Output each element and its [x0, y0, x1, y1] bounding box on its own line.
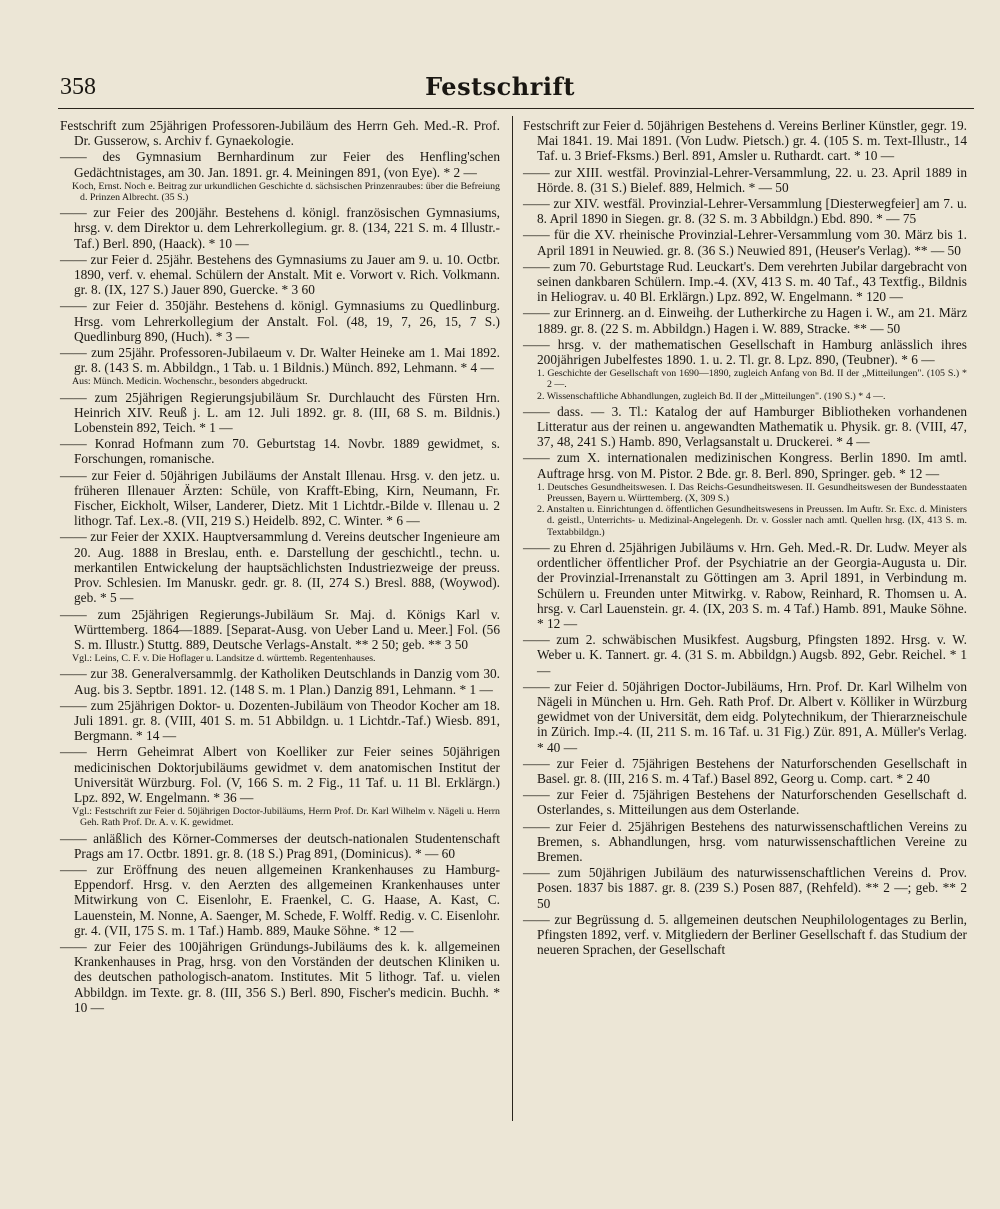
sub-volume-item: 2. Anstalten u. Einrichtungen d. öffentlichen Gesundheitswesens in Preussen. Im Auftr. Sr. Exc. d. Ministers d. geistl., Unterrichts- u. Medizinal-Angelegenh. Dr. v. Gossler nach amtl. Quellen hrsg. (IX, 413 S. m. Textabbildgn.) — [537, 504, 967, 538]
page-number: 358 — [60, 74, 96, 100]
sub-volume-item: 1. Deutsches Gesundheitswesen. I. Das Reichs-Gesundheitswesen. II. Gesundheitswesen der Bundesstaaten Preussen, Bayern u. Württemberg. (X, 309 S.) — [537, 481, 967, 505]
bibliography-entry: —— zur Feier des 100jährigen Gründungs-Jubiläums des k. k. allgemeinen Krankenhauses in Prag, hrsg. von den Vorständen der deutschen Kliniken u. des deutschen pathologisch-anatom. Institutes. Mit 5 lithogr. Taf. u. vielen Abbildgn. im Texte. gr. 8. (III, 356 S.) Berl. 890, Fischer's medicin. Buchh. * 10 — — [60, 938, 500, 1015]
bibliography-entry: —— Herrn Geheimrat Albert von Koelliker zur Feier seines 50jährigen medicinischen Doktorjubiläums gewidmet v. dem anatomischen Institut der Universität Würzburg. Fol. (V, 166 S. m. 2 Fig., 11 Taf. u. 11 Bl. Erklärgn.) Lpz. 892, W. Engelmann. * 36 — — [60, 744, 500, 805]
bibliography-entry: —— zur Feier d. 25jähr. Bestehens des Gymnasiums zu Jauer am 9. u. 10. Octbr. 1890, verf. v. ehemal. Schülern der Anstalt. Mit e. Vorwort v. Rich. Volkmann. gr. 8. (IX, 127 S.) Jauer 890, Guercke. * 3 60 — [60, 251, 500, 298]
left-column — [60, 118, 500, 1016]
bibliography-entry: —— zur Feier d. 50jährigen Jubiläums der Anstalt Illenau. Hrsg. v. den jetz. u. früheren Illenauer Ärzten: Schüle, von Krafft-Ebing, Kirn, Neumann, Fr. Fischer, Eickholt, Wilser, Landerer, Dietz. Mit 1 Lichtdr.-Bilde v. Illenau u. 2 lithogr. Taf. Lex.-8. (VII, 219 S.) Heidelb. 892, C. Winter. * 6 — — [60, 467, 500, 529]
sub-volume-list — [523, 482, 967, 538]
bibliography-note: Koch, Ernst. Noch e. Beitrag zur urkundlichen Geschichte d. sächsischen Prinzenraubes: über die Befreiung d. Prinzen Albrecht. (35 S.) — [72, 180, 500, 204]
bibliography-entry: —— zur Feier der XXIX. Hauptversammlung d. Vereins deutscher Ingenieure am 20. Aug. 1888 in Breslau, enth. e. Darstellung der geschichtl., techn. u. merkantilen Entwickelung der hauptsächlichsten Industriezweige der preuss. Prov. Schlesien. Im Manuskr. gedr. gr. 8. (II, 274 S.) Bresl. 888, (Woywod). geb. * 5 — — [60, 529, 500, 606]
bibliography-entry: —— zur 38. Generalversammlg. der Katholiken Deutschlands in Danzig vom 30. Aug. bis 3. Septbr. 1891. 12. (148 S. m. 1 Plan.) Danzig 891, Lehmann. * 1 — — [60, 666, 500, 697]
bibliography-entry: —— zur Begrüssung d. 5. allgemeinen deutschen Neuphilologentages zu Berlin, Pfingsten 1892, verf. v. Mitgliedern der Berliner Gesellschaft f. das Studium der neueren Sprachen, der Gesellschaft — [523, 911, 967, 958]
bibliography-entry: —— zur Eröffnung des neuen allgemeinen Krankenhauses zu Hamburg-Eppendorf. Hrsg. v. den Aerzten des allgemeinen Krankenhauses unter Mitwirkung von C. Eisenlohr, E. Fraenkel, C. G. Haase, A. Kast, C. Lauenstein, M. Nonne, A. Saenger, M. Schede, F. Wolff. Redig. v. C. Eisenlohr. gr. 4. (VII, 175 S. m. 1 Taf.) Hamb. 889, Mauke Söhne. * 12 — — [60, 861, 500, 938]
bibliography-entry: —— zum 50jährigen Jubiläum des naturwissenschaftlichen Vereins d. Prov. Posen. 1837 bis 1887. gr. 8. (239 S.) Posen 887, (Rehfeld). ** 2 —; geb. ** 2 50 — [523, 865, 967, 911]
bibliography-entry: —— zum 25jährigen Doktor- u. Dozenten-Jubiläum von Theodor Kocher am 18. Juli 1891. gr. 8. (VIII, 401 S. m. 51 Abbildgn. u. 1 Lichtdr.-Taf.) Wiesb. 891, Bergmann. * 14 — — [60, 697, 500, 744]
bibliography-entry: —— zum 2. schwäbischen Musikfest. Augsburg, Pfingsten 1892. Hrsg. v. W. Weber u. K. Tannert. gr. 4. (31 S. m. Abbildgn.) Augsb. 892, Gebr. Reichel. * 1 — — [523, 632, 967, 678]
bibliography-entry: —— anläßlich des Körner-Commerses der deutsch-nationalen Studentenschaft Prags am 17. Octbr. 1891. gr. 8. (18 S.) Prag 891, (Dominicus). * — 60 — [60, 830, 500, 861]
bibliography-entry: —— zur XIII. westfäl. Provinzial-Lehrer-Versammlung, 22. u. 23. April 1889 in Hörde. 8. (31 S.) Bielef. 889, Helmich. * — 50 — [523, 164, 967, 195]
bibliography-entry: —— für die XV. rheinische Provinzial-Lehrer-Versammlung vom 30. März bis 1. April 1891 in Neuwied. gr. 8. (36 S.) Neuwied 891, (Heuser's Verlag). ** — 50 — [523, 227, 967, 258]
bibliography-entry: —— zur Feier d. 75jährigen Bestehens der Naturforschenden Gesellschaft in Basel. gr. 8. (III, 216 S. m. 4 Taf.) Basel 892, Georg u. Comp. cart. * 2 40 — [523, 755, 967, 786]
sub-volume-item: 1. Geschichte der Gesellschaft von 1690—1890, zugleich Anfang von Bd. II der „Mitteilungen". (105 S.) * 2 —. — [537, 368, 967, 391]
sub-volume-item: 2. Wissenschaftliche Abhandlungen, zugleich Bd. II der „Mitteilungen". (190 S.) * 4 —. — [537, 390, 886, 402]
column-divider — [512, 116, 513, 1121]
bibliography-entry: —— zur XIV. westfäl. Provinzial-Lehrer-Versammlung [Diesterwegfeier] am 7. u. 8. April 1890 in Siegen. gr. 8. (32 S. m. 3 Abbildgn.) Ebd. 890. * — 75 — [523, 196, 967, 227]
bibliography-entry: —— dass. — 3. Tl.: Katalog der auf Hamburger Bibliotheken vorhandenen Litteratur aus der reinen u. angewandten Mathematik u. Physik. gr. 8. (VIII, 47, 37, 48, 241 S.) Hamb. 890, Verlagsanstalt u. Druckerei. * 4 — — [523, 403, 967, 450]
header-rule — [58, 108, 974, 109]
bibliography-entry: —— zur Erinnerg. an d. Einweihg. der Lutherkirche zu Hagen i. W., am 21. März 1889. gr. 8. (22 S. m. Abbildgn.) Hagen i. W. 889, Stracke. ** — 50 — [523, 305, 967, 336]
bibliography-entry: —— zur Feier des 200jähr. Bestehens d. königl. französischen Gymnasiums, hrsg. v. dem Direktor u. dem Lehrerkollegium. gr. 8. (134, 221 S. m. 4 Illustr.-Taf.) Berl. 890, (Haack). * 10 — — [60, 205, 500, 251]
bibliography-entry: —— hrsg. v. der mathematischen Gesellschaft in Hamburg anlässlich ihres 200jährigen Jubelfestes 1890. 1. u. 2. Tl. gr. 8. Lpz. 890, (Teubner). * 6 — — [523, 336, 967, 368]
sub-volume-list — [523, 368, 967, 402]
bibliography-note: Vgl.: Festschrift zur Feier d. 50jährigen Doctor-Jubiläums, Herrn Prof. Dr. Karl Wilhelm v. Nägeli u. Herrn Geh. Rath Prof. Dr. A. v. K. gewidmet. — [72, 806, 500, 829]
bibliography-entry: —— zur Feier d. 75jährigen Bestehens der Naturforschenden Gesellschaft d. Osterlandes, s. Mitteilungen aus dem Osterlande. — [523, 787, 967, 818]
bibliography-entry: —— zum X. internationalen medizinischen Kongress. Berlin 1890. Im amtl. Auftrage hrsg. von M. Pistor. 2 Bde. gr. 8. Berl. 890, Springer. geb. * 12 — — [523, 450, 967, 481]
bibliography-entry: —— zum 25jährigen Regierungs-Jubiläum Sr. Maj. d. Königs Karl v. Württemberg. 1864—1889. [Separat-Ausg. von Ueber Land u. Meer.] Fol. (56 S. m. Illustr.) Stuttg. 889, Deutsche Verlags-Anstalt. ** 2 50; geb. ** 3 50 — [60, 606, 500, 652]
bibliography-entry: —— des Gymnasium Bernhardinum zur Feier des Henfling'schen Gedächtnistages, am 30. Jan. 1891. gr. 4. Meiningen 891, (von Eye). * 2 — — [60, 149, 500, 180]
bibliography-note: Vgl.: Leins, C. F. v. Die Hoflager u. Landsitze d. württemb. Regentenhauses. — [72, 653, 376, 665]
right-column — [523, 118, 967, 958]
bibliography-entry: —— zum 25jähr. Professoren-Jubilaeum v. Dr. Walter Heineke am 1. Mai 1892. gr. 8. (143 S. m. Abbildgn., 1 Tab. u. 1 Bildnis.) Münch. 892, Lehmann. * 4 — — [60, 345, 500, 376]
bibliography-entry: Festschrift zum 25jährigen Professoren-Jubiläum des Herrn Geh. Med.-R. Prof. Dr. Gusserow, s. Archiv f. Gynaekologie. — [60, 118, 500, 149]
running-head: Festschrift — [425, 72, 575, 101]
bibliography-entry: —— zur Feier d. 25jährigen Bestehens des naturwissenschaftlichen Vereins zu Bremen, s. Abhandlungen, hrsg. vom naturwissenschaftlichen Vereine zu Bremen. — [523, 818, 967, 864]
bibliography-entry: —— zum 70. Geburtstage Rud. Leuckart's. Dem verehrten Jubilar dargebracht von seinen dankbaren Schülern. Imp.-4. (XV, 413 S. m. 40 Taf., 43 Textfig., Bildnis in Heliograv. u. 40 Bl. Erklärgn.) Lpz. 892, W. Engelmann. * 120 — — [523, 258, 967, 305]
bibliography-entry: —— zu Ehren d. 25jährigen Jubiläums v. Hrn. Geh. Med.-R. Dr. Ludw. Meyer als ordentlicher öffentlicher Prof. der Psychiatrie an der Georgia-Augusta u. Dir. der Provinzial-Irrenanstalt zu Göttingen am 3. April 1891, in Verbindung m. Schülern u. Freunden unter Mitwirkg. v. Rabow, Reinhard, R. Thomsen u. A. hrsg. v. Carl Lauenstein. gr. 4. (IX, 203 S. m. 4 Taf.) Hamb. 891, Mauke Söhne. * 12 — — [523, 539, 967, 631]
bibliography-entry: —— zur Feier d. 50jährigen Doctor-Jubiläums, Hrn. Prof. Dr. Karl Wilhelm von Nägeli in München u. Hrn. Geh. Rath Prof. Dr. Albert v. Kölliker in Würzburg gewidmet von der Universität, dem eidg. Polytechnikum, der Thierarzneischule in Zürich. Imp.-4. (II, 211 S. m. 16 Taf. u. 31 Fig.) Zür. 891, A. Müller's Verlag. * 40 — — [523, 678, 967, 755]
bibliography-note: Aus: Münch. Medicin. Wochenschr., besonders abgedruckt. — [72, 376, 308, 388]
bibliography-entry: —— zum 25jährigen Regierungsjubiläum Sr. Durchlaucht des Fürsten Hrn. Heinrich XIV. Reuß j. L. am 12. Juli 1892. gr. 8. (III, 68 S. m. Bildnis.) Lobenstein 892, Teich. * 1 — — [60, 389, 500, 436]
bibliography-entry: —— zur Feier d. 350jähr. Bestehens d. königl. Gymnasiums zu Quedlinburg. Hrsg. vom Lehrerkollegium der Anstalt. Fol. (48, 19, 7, 26, 15, 7 S.) Quedlinburg 890, (Huch). * 3 — — [60, 298, 500, 344]
bibliography-entry: —— Konrad Hofmann zum 70. Geburtstag 14. Novbr. 1889 gewidmet, s. Forschungen, romanische. — [60, 436, 500, 467]
bibliography-entry: Festschrift zur Feier d. 50jährigen Bestehens d. Vereins Berliner Künstler, gegr. 19. Mai 1841. 19. Mai 1891. (Von Ludw. Pietsch.) gr. 4. (105 S. m. Text-Illustr., 14 Taf. u. 3 Brief-Fksms.) Berl. 891, Amsler u. Ruthardt. cart. * 10 — — [523, 118, 967, 164]
